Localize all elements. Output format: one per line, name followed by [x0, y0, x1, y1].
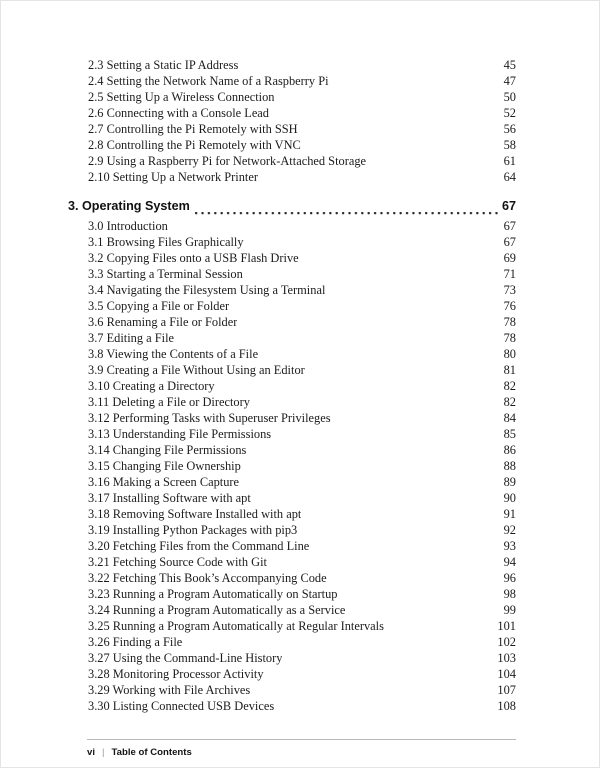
toc-entry-row: [88, 394, 516, 410]
toc-entry-label: 3.16 Making a Screen Capture: [88, 475, 240, 489]
toc-entry-page-number: 69: [503, 251, 516, 265]
toc-entry-row: [88, 666, 516, 682]
toc-entry-row: [88, 522, 516, 538]
toc-entry-page-number: 82: [503, 379, 516, 393]
toc-entry-page-number: 94: [503, 555, 516, 569]
toc-entry-page-number: 89: [503, 475, 516, 489]
toc-entry-row: [88, 378, 516, 394]
toc-entry-row: [88, 538, 516, 554]
toc-entry-page-number: 73: [503, 283, 516, 297]
toc-entry-page-number: 102: [497, 635, 516, 649]
toc-entry-row: [88, 218, 516, 234]
toc-entry-page-number: 108: [497, 699, 516, 713]
toc-entry-row: [88, 362, 516, 378]
toc-entry-label: 3.9 Creating a File Without Using an Editor: [88, 363, 305, 377]
toc-entry-page-number: 103: [497, 651, 516, 665]
toc-entry-page-number: 99: [503, 603, 516, 617]
toc-entry-row: [88, 169, 516, 185]
toc-entry-page-number: 52: [503, 106, 516, 120]
toc-entry-page-number: 45: [503, 58, 516, 72]
toc-entry-page-number: 71: [503, 267, 516, 281]
toc-entry-label: 2.9 Using a Raspberry Pi for Network-Attached Storage: [88, 154, 367, 168]
toc-entry-label: 2.3 Setting a Static IP Address: [88, 58, 239, 72]
toc-entry-label: 3.12 Performing Tasks with Superuser Privileges: [88, 411, 331, 425]
toc-entry-label: 2.6 Connecting with a Console Lead: [88, 106, 270, 120]
toc-entry-row: [88, 105, 516, 121]
toc-entry-label: 3.30 Listing Connected USB Devices: [88, 699, 275, 713]
toc-entry-row: [88, 57, 516, 73]
toc-entry-page-number: 84: [503, 411, 516, 425]
toc-entry-page-number: 93: [503, 539, 516, 553]
toc-entry-page-number: 76: [503, 299, 516, 313]
toc-entry-row: [88, 586, 516, 602]
toc-entry-row: [88, 89, 516, 105]
toc-entry-row: [88, 137, 516, 153]
toc-entry-row: [88, 234, 516, 250]
toc-entry-row: [88, 554, 516, 570]
toc-entry-page-number: 90: [503, 491, 516, 505]
toc-entry-row: [88, 650, 516, 666]
toc-entry-page-number: 47: [503, 74, 516, 88]
toc-entry-page-number: 64: [503, 170, 516, 184]
toc-entry-page-number: 78: [503, 315, 516, 329]
toc-entry-page-number: 91: [503, 507, 516, 521]
footer-section-label: Table of Contents: [111, 747, 192, 758]
footer-divider: [87, 739, 516, 740]
chapter-heading-page-number: 67: [501, 199, 516, 213]
toc-entry-label: 2.7 Controlling the Pi Remotely with SSH: [88, 122, 298, 136]
toc-entry-label: 3.17 Installing Software with apt: [88, 491, 251, 505]
toc-entry-page-number: 50: [503, 90, 516, 104]
toc-entry-label: 3.29 Working with File Archives: [88, 683, 251, 697]
toc-entry-row: [88, 458, 516, 474]
toc-entry-label: 3.24 Running a Program Automatically as a Service: [88, 603, 346, 617]
toc-entry-page-number: 104: [497, 667, 516, 681]
toc-entry-label: 2.4 Setting the Network Name of a Raspberry Pi: [88, 74, 329, 88]
chapter-heading-row: [68, 198, 516, 215]
toc-entry-row: [88, 634, 516, 650]
toc-entry-row: [88, 618, 516, 634]
toc-entry-page-number: 78: [503, 331, 516, 345]
toc-entry-row: [88, 506, 516, 522]
toc-entry-label: 3.19 Installing Python Packages with pip3: [88, 523, 298, 537]
toc-entry-row: [88, 682, 516, 698]
toc-entry-row: [88, 282, 516, 298]
toc-entry-row: [88, 426, 516, 442]
page-footer: [87, 739, 516, 758]
chapter-heading-label: 3. Operating System: [68, 199, 190, 213]
toc-entry-label: 3.7 Editing a File: [88, 331, 175, 345]
toc-entry-label: 2.5 Setting Up a Wireless Connection: [88, 90, 275, 104]
toc-entry-label: 3.28 Monitoring Processor Activity: [88, 667, 264, 681]
toc-entry-label: 3.5 Copying a File or Folder: [88, 299, 230, 313]
toc-entry-row: [88, 153, 516, 169]
toc-entry-page-number: 98: [503, 587, 516, 601]
toc-entry-label: 3.0 Introduction: [88, 219, 168, 233]
toc-entry-label: 3.1 Browsing Files Graphically: [88, 235, 244, 249]
toc-entry-label: 2.10 Setting Up a Network Printer: [88, 170, 259, 184]
toc-entry-label: 3.15 Changing File Ownership: [88, 459, 241, 473]
toc-entry-label: 3.23 Running a Program Automatically on Startup: [88, 587, 338, 601]
toc-entry-page-number: 85: [503, 427, 516, 441]
toc-entry-row: [88, 698, 516, 714]
toc-entry-label: 3.14 Changing File Permissions: [88, 443, 247, 457]
footer-page-number: vi: [87, 747, 96, 758]
toc-entry-row: [88, 490, 516, 506]
toc-entry-page-number: 88: [503, 459, 516, 473]
toc-entry-row: [88, 602, 516, 618]
toc-entry-row: [88, 346, 516, 362]
toc-entry-page-number: 96: [503, 571, 516, 585]
toc-entry-label: 3.21 Fetching Source Code with Git: [88, 555, 267, 569]
dot-leader: [195, 204, 498, 215]
toc-entry-label: 3.27 Using the Command-Line History: [88, 651, 283, 665]
toc-entry-row: [88, 250, 516, 266]
toc-entry-page-number: 67: [503, 219, 516, 233]
toc-entry-page-number: 67: [503, 235, 516, 249]
toc-entry-label: 3.8 Viewing the Contents of a File: [88, 347, 259, 361]
toc-entry-label: 3.10 Creating a Directory: [88, 379, 215, 393]
toc-entry-row: [88, 330, 516, 346]
toc-entry-page-number: 86: [503, 443, 516, 457]
toc-entry-page-number: 82: [503, 395, 516, 409]
toc-entry-label: 3.26 Finding a File: [88, 635, 183, 649]
toc-entry-page-number: 81: [503, 363, 516, 377]
toc-entry-label: 3.11 Deleting a File or Directory: [88, 395, 250, 409]
toc-entry-row: [88, 266, 516, 282]
toc-entry-row: [88, 121, 516, 137]
table-of-contents: [68, 57, 516, 714]
toc-entry-row: [88, 73, 516, 89]
toc-entry-row: [88, 410, 516, 426]
footer-separator: |: [102, 747, 105, 758]
toc-entry-label: 3.20 Fetching Files from the Command Line: [88, 539, 310, 553]
toc-entry-page-number: 61: [503, 154, 516, 168]
footer-text: [87, 747, 516, 758]
toc-entry-label: 2.8 Controlling the Pi Remotely with VNC: [88, 138, 301, 152]
toc-entry-page-number: 101: [497, 619, 516, 633]
toc-entry-label: 3.22 Fetching This Book’s Accompanying Code: [88, 571, 327, 585]
toc-entry-row: [88, 570, 516, 586]
toc-entry-label: 3.25 Running a Program Automatically at Regular Intervals: [88, 619, 384, 633]
toc-entry-label: 3.2 Copying Files onto a USB Flash Drive: [88, 251, 299, 265]
chapter3-entry-list: [88, 218, 516, 714]
toc-entry-row: [88, 474, 516, 490]
toc-entry-page-number: 80: [503, 347, 516, 361]
toc-entry-page-number: 92: [503, 523, 516, 537]
toc-entry-label: 3.3 Starting a Terminal Session: [88, 267, 243, 281]
toc-entry-page-number: 56: [503, 122, 516, 136]
chapter2-entry-list: [88, 57, 516, 185]
toc-entry-page-number: 107: [497, 683, 516, 697]
toc-entry-row: [88, 298, 516, 314]
toc-entry-row: [88, 442, 516, 458]
toc-entry-row: [88, 314, 516, 330]
toc-entry-label: 3.18 Removing Software Installed with apt: [88, 507, 302, 521]
toc-entry-label: 3.13 Understanding File Permissions: [88, 427, 272, 441]
toc-entry-label: 3.6 Renaming a File or Folder: [88, 315, 238, 329]
toc-entry-page-number: 58: [503, 138, 516, 152]
toc-entry-label: 3.4 Navigating the Filesystem Using a Terminal: [88, 283, 326, 297]
